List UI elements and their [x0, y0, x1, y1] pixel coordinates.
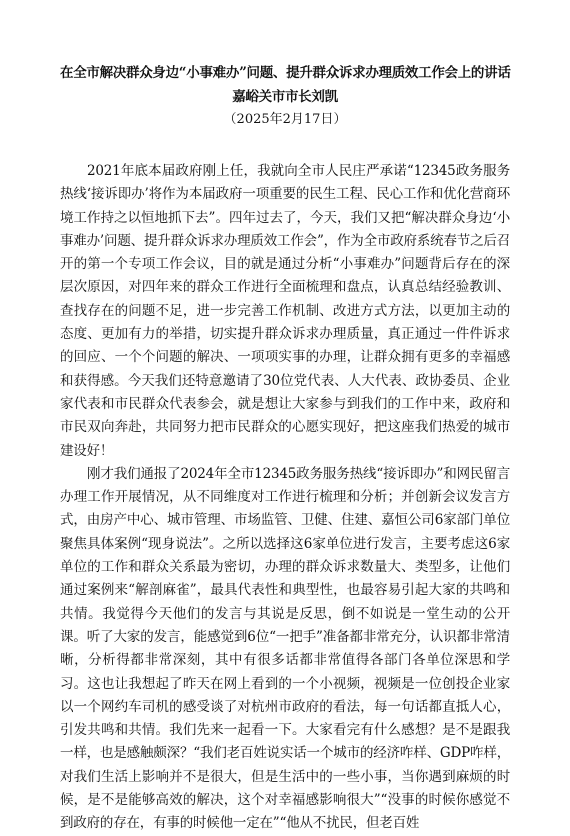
body-paragraph-1: 2021年底本届政府刚上任，我就向全市人民庄严承诺“12345政务服务热线‘接诉即办’将作为本届政府一项重要的民生工程、民心工作和优化营商环境工作持之以恒地抓下去”。四年过去了，今天，我们又把“解决群众身边‘小事难办’问题、提升群众诉求办理质效工作会”，作为全市政府系统春节之后召开的第一个专项工作会议，目的就是通过分析“小事难办”问题背后存在的深层次原因，对四年来的群众工作进行全面梳理和盘点，认真总结经验教训、查找存在的问题不足，进一步完善工作机制、改进方式方法，以更加主动的态度、更加有力的举措，切实提升群众诉求办理质量，真正通过一件件诉求的回应、一个个问题的解决、一项项实事的办理，让群众拥有更多的幸福感和获得感。今天我们还特意邀请了30位党代表、人大代表、政协委员、企业家代表和市民群众代表参会，就是想让大家参与到我们的工作中来，政府和市民双向奔赴，共同努力把市民群众的心愿实现好，把这座我们热爱的城市建设好！ — [60, 163, 510, 459]
speaker-line: 嘉峪关市市长刘凯 — [232, 89, 338, 105]
document-header — [60, 61, 510, 131]
speech-title: 在全市解决群众身边“小事难办”问题、提升群众诉求办理质效工作会上的讲话 — [60, 65, 511, 81]
body-paragraph-2: 刚才我们通报了2024年全市12345政务服务热线“接诉即办”和网民留言办理工作开展情况，从不同维度对工作进行梳理和分析；并创新会议发言方式，由房产中心、城市管理、市场监管、卫健、住建、嘉恒公司6家部门单位聚焦具体案例“现身说法”。之所以选择这6家单位进行发言，主要考虑这6家单位的工作和群众关系最为密切，办理的群众诉求数量大、类型多，让他们通过案例来“解剖麻雀”，最具代表性和典型性，也最容易引起大家的共鸣和共情。我觉得今天他们的发言与其说是反思，倒不如说是一堂生动的公开课。听了大家的发言，能感觉到6位“一把手”准备都非常充分，认识都非常清晰，分析得都非常深刻，其中有很多话都非常值得各部门各单位深思和学习。这也让我想起了昨天在网上看到的一个小视频，视频是一位创投企业家以一个网约车司机的感受谈了对杭州市政府的看法，每一句话都直抵人心，引发共鸣和共情。我们先来一起看一下。大家看完有什么感想？是不是跟我一样，也是感触颇深？“我们老百姓说实话一个城市的经济咋样、GDP咋样，对我们生活上影响并不是很大，但是生活中的一些小事，当你遇到麻烦的时候，是不是能够高效的解决，这个对幸福感影响很大”“没事的时候你感觉不到政府的存在，有事的时候他一定在”“他从不扰民，但老百姓 — [60, 465, 510, 832]
document-body — [60, 160, 510, 836]
speech-date: （2025年2月17日） — [223, 112, 347, 127]
